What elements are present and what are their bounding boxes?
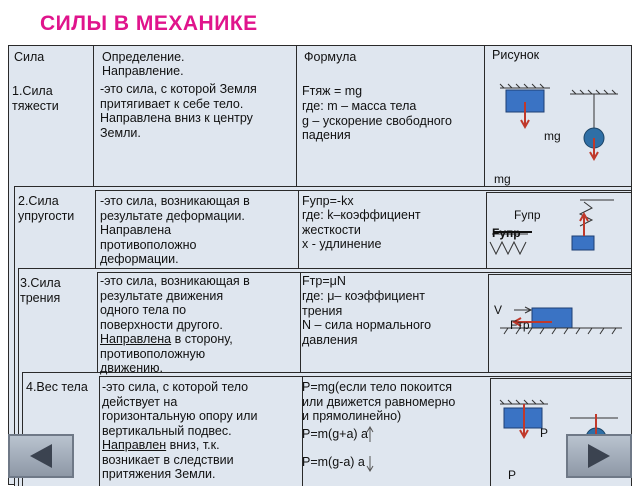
row4-definition-underlined: Направлен <box>102 438 167 452</box>
page-title: СИЛЫ В МЕХАНИКЕ <box>40 12 258 35</box>
header-picture: Рисунок <box>492 48 540 62</box>
prev-slide-button[interactable] <box>8 434 74 478</box>
row3-formula-main: Fтр=μN <box>302 274 346 288</box>
row4-label-p-left: P <box>508 468 517 482</box>
row4-formula-line2: P=m(g+a) a <box>302 427 369 441</box>
header-force: Сила <box>14 50 45 64</box>
row2-formula-main: Fупр=-kx <box>302 194 354 208</box>
row4-name: 4.Вес тела <box>26 380 88 394</box>
row1-label-mg-ball: mg <box>494 172 511 186</box>
row4-accel-arrows <box>360 424 380 474</box>
row1-label-mg-block: mg <box>544 129 561 143</box>
row4-formula-line3: P=m(g-a) a <box>302 455 365 469</box>
row3-label-ftr: Fтр <box>510 318 530 332</box>
row1-name: 1.Сила тяжести <box>12 84 59 113</box>
row4-definition-main: -это сила, с которой тело действует на горизонтальную опору или вертикальный подвес. <box>102 380 258 438</box>
row3-label-v: V <box>494 303 503 317</box>
row2-definition: -это сила, возникающая в результате деформации. Направлена противоположно деформации. <box>100 194 250 266</box>
row2-formula-rest: где: k–коэффициент жесткости x - удлинение <box>302 208 421 251</box>
header-formula: Формула <box>304 50 357 64</box>
next-slide-button[interactable] <box>566 434 632 478</box>
triangle-right-icon <box>568 436 630 476</box>
row4-formula-main: P=mg(если тело покоится или движется равномерно и прямолинейно) <box>302 380 456 423</box>
row3-name: 3.Сила трения <box>20 276 61 305</box>
row4-label-p-right: P <box>540 426 549 440</box>
row1-formula-main: Fтяж = mg <box>302 84 363 98</box>
row3-formula-rest: где: μ– коэффициент трения N – сила нормального давления <box>302 289 432 347</box>
triangle-left-icon <box>10 436 72 476</box>
spring-block <box>572 236 594 250</box>
row3-definition-main: -это сила, возникающая в результате движения одного тела по поверхности другого. <box>100 274 250 332</box>
row2-name: 2.Сила упругости <box>18 194 75 223</box>
row3-definition-underlined: Направлена <box>100 332 172 346</box>
row3-definition <box>100 274 250 376</box>
friction-block <box>532 308 572 328</box>
row1-formula-rest: где: m – масса тела g – ускорение свободного падения <box>302 99 452 142</box>
row3-definition-rest: в сторону, противоположную движению. <box>100 332 233 375</box>
row1-definition: -это сила, с которой Земля притягивает к себе тело. Направлена вниз к центру Земли. <box>100 82 257 140</box>
row2-label-fupr-top: Fупр <box>514 208 541 222</box>
row2-label-fupr-left: Fупр <box>492 226 521 240</box>
row4-definition <box>102 380 257 482</box>
header-definition: Определение. Направление. <box>102 50 185 78</box>
row4-definition-rest: вниз, т.к. возникает в следствии притяжения Земли. <box>102 438 234 481</box>
